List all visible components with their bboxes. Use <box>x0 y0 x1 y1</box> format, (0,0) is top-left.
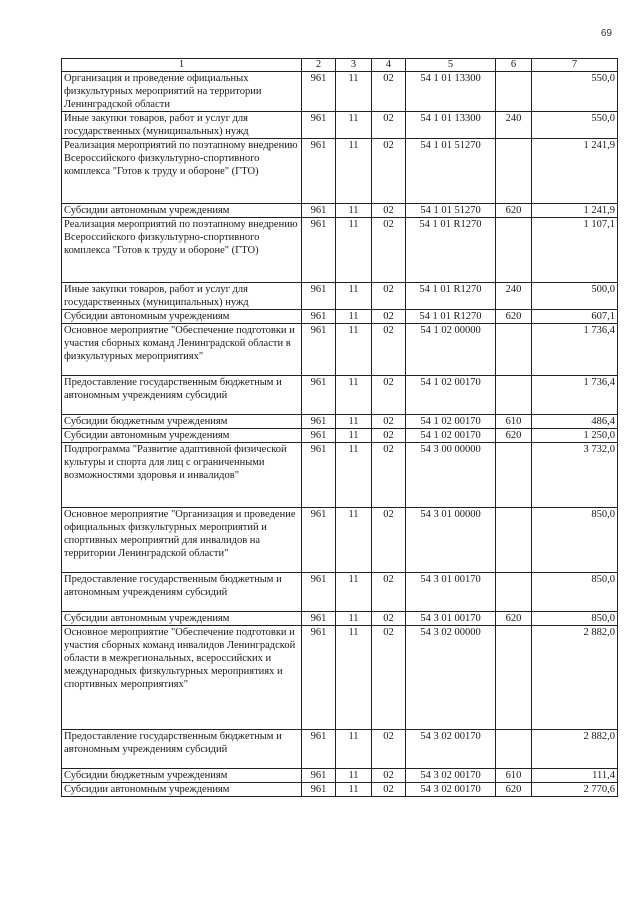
cell-col-6: 620 <box>496 612 532 626</box>
cell-col-6 <box>496 139 532 204</box>
cell-col-6: 240 <box>496 283 532 310</box>
cell-col-5: 54 3 02 00170 <box>406 783 496 797</box>
cell-name: Основное мероприятие "Обеспечение подготовки и участия сборных команд Ленинградской области в физкультурных мероприятиях" <box>62 324 302 376</box>
cell-col-4: 02 <box>372 443 406 508</box>
col-header-6: 6 <box>496 59 532 72</box>
cell-col-2: 961 <box>302 218 336 283</box>
cell-col-3: 11 <box>336 730 372 769</box>
cell-col-7: 486,4 <box>532 415 618 429</box>
cell-col-6 <box>496 573 532 612</box>
cell-col-3: 11 <box>336 612 372 626</box>
cell-col-3: 11 <box>336 769 372 783</box>
cell-col-7: 1 736,4 <box>532 324 618 376</box>
cell-col-6: 610 <box>496 415 532 429</box>
cell-col-3: 11 <box>336 376 372 415</box>
cell-col-3: 11 <box>336 204 372 218</box>
cell-col-3: 11 <box>336 415 372 429</box>
cell-col-5: 54 3 00 00000 <box>406 443 496 508</box>
cell-col-4: 02 <box>372 283 406 310</box>
table-row <box>62 730 618 769</box>
cell-col-7: 2 882,0 <box>532 730 618 769</box>
cell-col-5: 54 1 01 51270 <box>406 204 496 218</box>
cell-col-5: 54 1 01 R1270 <box>406 310 496 324</box>
table-row <box>62 72 618 112</box>
cell-col-3: 11 <box>336 72 372 112</box>
cell-col-3: 11 <box>336 283 372 310</box>
cell-name: Субсидии автономным учреждениям <box>62 310 302 324</box>
cell-col-2: 961 <box>302 626 336 730</box>
cell-col-4: 02 <box>372 429 406 443</box>
cell-col-2: 961 <box>302 730 336 769</box>
cell-col-3: 11 <box>336 443 372 508</box>
cell-col-6 <box>496 376 532 415</box>
cell-col-4: 02 <box>372 769 406 783</box>
cell-col-4: 02 <box>372 783 406 797</box>
cell-col-6: 620 <box>496 204 532 218</box>
cell-col-5: 54 3 02 00170 <box>406 769 496 783</box>
cell-col-7: 1 241,9 <box>532 204 618 218</box>
cell-name: Субсидии бюджетным учреждениям <box>62 415 302 429</box>
cell-col-7: 1 241,9 <box>532 139 618 204</box>
cell-col-7: 1 250,0 <box>532 429 618 443</box>
col-header-4: 4 <box>372 59 406 72</box>
cell-col-3: 11 <box>336 310 372 324</box>
table-row <box>62 508 618 573</box>
col-header-1: 1 <box>62 59 302 72</box>
cell-col-3: 11 <box>336 783 372 797</box>
cell-col-7: 550,0 <box>532 112 618 139</box>
cell-col-5: 54 1 01 13300 <box>406 72 496 112</box>
cell-col-7: 1 107,1 <box>532 218 618 283</box>
cell-name: Предоставление государственным бюджетным и автономным учреждениям субсидий <box>62 730 302 769</box>
cell-col-2: 961 <box>302 415 336 429</box>
cell-col-6 <box>496 443 532 508</box>
cell-name: Реализация мероприятий по поэтапному внедрению Всероссийского физкультурно-спортивного комплекса "Готов к труду и обороне" (ГТО) <box>62 139 302 204</box>
cell-name: Реализация мероприятий по поэтапному внедрению Всероссийского физкультурно-спортивного комплекса "Готов к труду и обороне" (ГТО) <box>62 218 302 283</box>
cell-col-2: 961 <box>302 139 336 204</box>
cell-col-2: 961 <box>302 112 336 139</box>
cell-col-2: 961 <box>302 769 336 783</box>
cell-col-5: 54 3 01 00000 <box>406 508 496 573</box>
cell-col-3: 11 <box>336 324 372 376</box>
cell-name: Предоставление государственным бюджетным и автономным учреждениям субсидий <box>62 376 302 415</box>
cell-col-5: 54 1 01 13300 <box>406 112 496 139</box>
cell-col-2: 961 <box>302 204 336 218</box>
cell-col-6 <box>496 730 532 769</box>
cell-col-6: 620 <box>496 310 532 324</box>
cell-col-5: 54 3 01 00170 <box>406 612 496 626</box>
cell-col-2: 961 <box>302 283 336 310</box>
table-row <box>62 769 618 783</box>
cell-col-6 <box>496 324 532 376</box>
table-row <box>62 283 618 310</box>
cell-col-5: 54 1 02 00170 <box>406 376 496 415</box>
cell-col-7: 500,0 <box>532 283 618 310</box>
cell-col-3: 11 <box>336 508 372 573</box>
cell-col-4: 02 <box>372 626 406 730</box>
table-row <box>62 310 618 324</box>
cell-col-6 <box>496 72 532 112</box>
cell-col-7: 607,1 <box>532 310 618 324</box>
table-row <box>62 415 618 429</box>
cell-col-4: 02 <box>372 730 406 769</box>
table-row <box>62 612 618 626</box>
cell-col-5: 54 1 02 00000 <box>406 324 496 376</box>
cell-name: Иные закупки товаров, работ и услуг для государственных (муниципальных) нужд <box>62 283 302 310</box>
cell-col-6: 610 <box>496 769 532 783</box>
cell-col-7: 111,4 <box>532 769 618 783</box>
table-body <box>62 72 618 797</box>
cell-col-5: 54 1 02 00170 <box>406 429 496 443</box>
cell-col-4: 02 <box>372 72 406 112</box>
cell-col-6: 240 <box>496 112 532 139</box>
cell-col-2: 961 <box>302 508 336 573</box>
cell-col-2: 961 <box>302 612 336 626</box>
cell-col-2: 961 <box>302 324 336 376</box>
table-row <box>62 626 618 730</box>
cell-col-3: 11 <box>336 218 372 283</box>
cell-col-2: 961 <box>302 310 336 324</box>
cell-col-7: 1 736,4 <box>532 376 618 415</box>
table-row <box>62 218 618 283</box>
cell-col-6 <box>496 218 532 283</box>
cell-col-7: 850,0 <box>532 612 618 626</box>
cell-col-3: 11 <box>336 429 372 443</box>
cell-col-4: 02 <box>372 218 406 283</box>
cell-col-6: 620 <box>496 429 532 443</box>
cell-col-5: 54 1 02 00170 <box>406 415 496 429</box>
cell-col-7: 2 882,0 <box>532 626 618 730</box>
cell-col-5: 54 3 02 00000 <box>406 626 496 730</box>
table-row <box>62 783 618 797</box>
col-header-2: 2 <box>302 59 336 72</box>
cell-name: Подпрограмма "Развитие адаптивной физической культуры и спорта для лиц с ограниченными возможностями здоровья и инвалидов" <box>62 443 302 508</box>
cell-name: Субсидии бюджетным учреждениям <box>62 769 302 783</box>
cell-col-3: 11 <box>336 139 372 204</box>
budget-table <box>61 58 618 797</box>
table-row <box>62 112 618 139</box>
cell-col-2: 961 <box>302 783 336 797</box>
table-row <box>62 139 618 204</box>
header-row <box>62 59 618 72</box>
col-header-7: 7 <box>532 59 618 72</box>
cell-col-4: 02 <box>372 376 406 415</box>
cell-col-2: 961 <box>302 376 336 415</box>
cell-col-4: 02 <box>372 310 406 324</box>
cell-col-5: 54 1 01 R1270 <box>406 283 496 310</box>
cell-name: Иные закупки товаров, работ и услуг для государственных (муниципальных) нужд <box>62 112 302 139</box>
cell-col-2: 961 <box>302 573 336 612</box>
cell-col-6: 620 <box>496 783 532 797</box>
cell-col-4: 02 <box>372 573 406 612</box>
cell-name: Субсидии автономным учреждениям <box>62 612 302 626</box>
cell-col-3: 11 <box>336 626 372 730</box>
cell-col-2: 961 <box>302 443 336 508</box>
cell-col-2: 961 <box>302 72 336 112</box>
col-header-3: 3 <box>336 59 372 72</box>
table-row <box>62 204 618 218</box>
cell-col-7: 550,0 <box>532 72 618 112</box>
cell-name: Основное мероприятие "Обеспечение подготовки и участия сборных команд инвалидов Ленинградской области в межрегиональных, всероссийских и международных физкультурных мероприятиях и спортивных мероприятиях" <box>62 626 302 730</box>
cell-name: Субсидии автономным учреждениям <box>62 204 302 218</box>
cell-col-3: 11 <box>336 573 372 612</box>
cell-col-5: 54 3 01 00170 <box>406 573 496 612</box>
table-row <box>62 573 618 612</box>
cell-col-5: 54 1 01 51270 <box>406 139 496 204</box>
cell-name: Основное мероприятие "Организация и проведение официальных физкультурных мероприятий и спортивных мероприятий для инвалидов на территории Ленинградской области" <box>62 508 302 573</box>
cell-name: Субсидии автономным учреждениям <box>62 429 302 443</box>
table-row <box>62 443 618 508</box>
cell-col-7: 850,0 <box>532 573 618 612</box>
cell-col-7: 3 732,0 <box>532 443 618 508</box>
cell-col-4: 02 <box>372 612 406 626</box>
cell-col-4: 02 <box>372 415 406 429</box>
table-row <box>62 376 618 415</box>
cell-name: Субсидии автономным учреждениям <box>62 783 302 797</box>
cell-col-4: 02 <box>372 508 406 573</box>
cell-col-6 <box>496 508 532 573</box>
cell-col-5: 54 3 02 00170 <box>406 730 496 769</box>
cell-col-4: 02 <box>372 324 406 376</box>
cell-col-4: 02 <box>372 112 406 139</box>
cell-name: Организация и проведение официальных физкультурных мероприятий на территории Ленинградской области <box>62 72 302 112</box>
cell-col-5: 54 1 01 R1270 <box>406 218 496 283</box>
page-number: 69 <box>600 28 612 39</box>
cell-col-7: 850,0 <box>532 508 618 573</box>
cell-col-6 <box>496 626 532 730</box>
table-row <box>62 324 618 376</box>
cell-name: Предоставление государственным бюджетным и автономным учреждениям субсидий <box>62 573 302 612</box>
cell-col-2: 961 <box>302 429 336 443</box>
cell-col-3: 11 <box>336 112 372 139</box>
cell-col-4: 02 <box>372 204 406 218</box>
col-header-5: 5 <box>406 59 496 72</box>
cell-col-7: 2 770,6 <box>532 783 618 797</box>
cell-col-4: 02 <box>372 139 406 204</box>
table-row <box>62 429 618 443</box>
